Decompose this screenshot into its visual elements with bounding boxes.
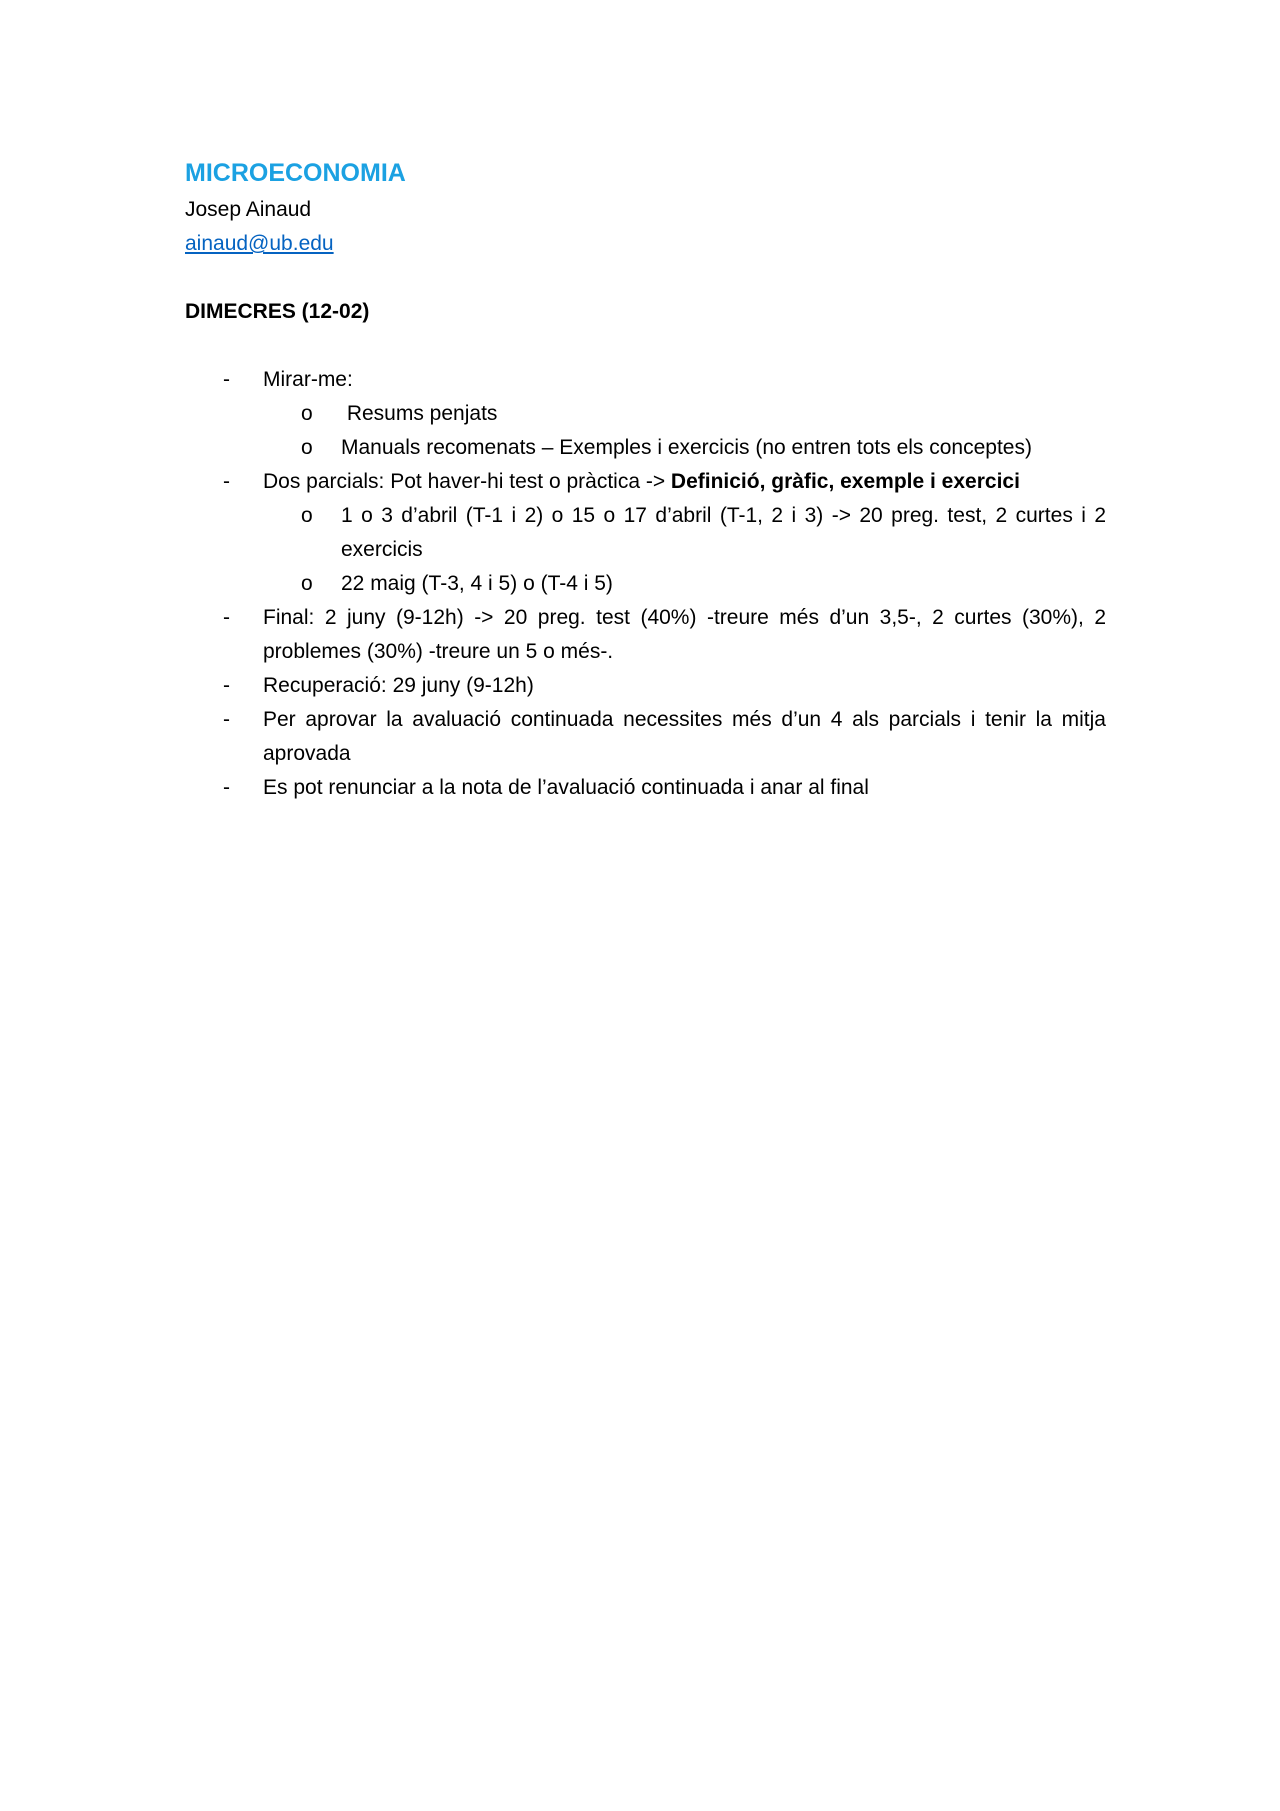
list-item-text: Es pot renunciar a la nota de l’avaluació continuada i anar al final <box>263 776 869 799</box>
list-item-text: Recuperació: 29 juny (9-12h) <box>263 674 534 697</box>
sub-list-item <box>263 431 1106 465</box>
sub-list-item-text: 22 maig (T-3, 4 i 5) o (T-4 i 5) <box>341 572 613 595</box>
email-link[interactable]: ainaud@ub.edu <box>185 232 334 255</box>
list-item <box>185 771 1106 805</box>
sub-list-item-text: Resums penjats <box>341 402 498 425</box>
list-item <box>185 601 1106 669</box>
dash-bullet: - <box>223 776 230 799</box>
section-heading: DIMECRES (12-02) <box>185 300 370 323</box>
dash-bullet: - <box>223 470 230 493</box>
dash-bullet: - <box>223 674 230 697</box>
list-item-bold-text: Definició, gràfic, exemple i exercici <box>670 470 1020 493</box>
list-item-text: Dos parcials: Pot haver-hi test o pràctica -> <box>263 470 671 493</box>
sub-list <box>263 397 1106 465</box>
author-name: Josep Ainaud <box>185 198 312 221</box>
sub-list-item <box>263 567 1106 601</box>
dash-bullet: - <box>223 708 230 731</box>
circle-bullet: o <box>301 436 313 459</box>
list-item-text: Per aprovar la avaluació continuada necessites més d’un 4 als parcials i tenir la mitja aprovada <box>263 708 1106 765</box>
sub-list-item-text: Manuals recomenats – Exemples i exercicis (no entren tots els conceptes) <box>341 436 1032 459</box>
sub-list-item-text: 1 o 3 d’abril (T-1 i 2) o 15 o 17 d’abril (T-1, 2 i 3) -> 20 preg. test, 2 curtes i 2 exercicis <box>341 504 1106 561</box>
circle-bullet: o <box>301 572 313 595</box>
sub-list-item <box>263 397 1106 431</box>
dash-bullet: - <box>223 368 230 391</box>
notes-list <box>185 363 1106 805</box>
list-item <box>185 703 1106 771</box>
circle-bullet: o <box>301 402 313 425</box>
sub-list <box>263 499 1106 601</box>
list-item <box>185 363 1106 465</box>
list-item-text: Mirar-me: <box>263 368 353 391</box>
dash-bullet: - <box>223 606 230 629</box>
list-item <box>185 465 1106 601</box>
circle-bullet: o <box>301 504 313 527</box>
list-item-text: Final: 2 juny (9-12h) -> 20 preg. test (40%) -treure més d’un 3,5-, 2 curtes (30%), 2 problemes (30%) -treure un 5 o més-. <box>263 606 1106 663</box>
sub-list-item <box>263 499 1106 567</box>
document-title: MICROECONOMIA <box>185 159 406 187</box>
document-page <box>185 155 1106 805</box>
list-item <box>185 669 1106 703</box>
